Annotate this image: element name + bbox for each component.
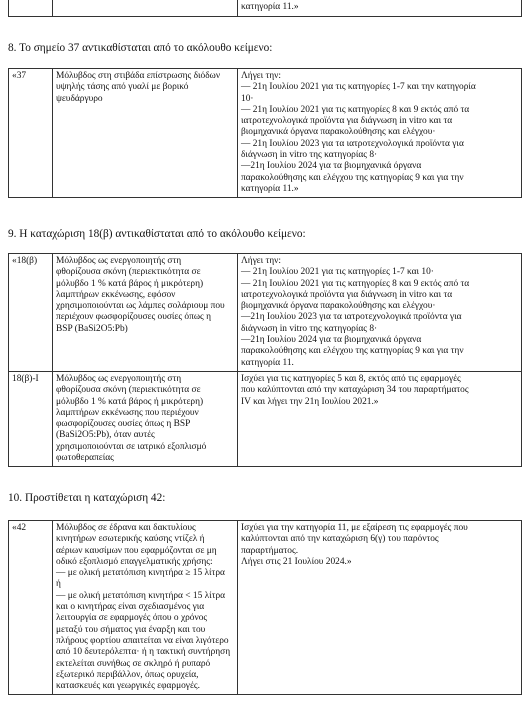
top-fragment-text: κατηγορία 11.» <box>238 0 522 17</box>
entry-number: «18(β) <box>9 254 53 372</box>
text-line: Μόλυβδος ως ενεργοποιητής στη <box>56 373 182 384</box>
top-fragment-table <box>8 0 522 17</box>
text-line: (BaSi2O5:Pb), όταν αυτές <box>56 430 155 441</box>
text-line: BSP (BaSi2O5:Pb) <box>56 323 128 334</box>
text-line: λαμπτήρων εκκένωσης που περιέχουν <box>56 407 199 418</box>
text-line: — 21η Ιουλίου 2021 για τις κατηγορίες 1-7 και την κατηγορία <box>241 82 476 93</box>
text-line: μεταξύ του σήματος για έναρξη και του <box>56 624 206 635</box>
text-line: εκτελείται συνήθως σε σκληρό ή ρυπαρό <box>56 658 211 669</box>
text-line: φωτοθεραπείας <box>56 453 114 464</box>
substance-cell <box>53 371 238 466</box>
text-line: — με ολική μετατόπιση κινητήρα ≥ 15 λίτρα <box>56 568 225 579</box>
text-line: — με ολική μετατόπιση κινητήρα < 15 λίτρα <box>56 590 226 601</box>
text-line: φωσφορίζουσες ουσίες όπως η BSP <box>56 419 191 430</box>
scope-cell <box>238 254 522 372</box>
text-line: παρακολούθησης και ελέγχου της κατηγορίας 9 και για την <box>241 346 464 357</box>
text-line: ιατροτεχνολογικά προϊόντα για διάγνωση in vitro και τα <box>241 289 453 300</box>
text-line: ψευδάργυρο <box>56 93 103 104</box>
text-line: διάγνωση in vitro της κατηγορίας 8· <box>241 323 378 334</box>
text-line: υψηλής τάσης από γυαλί με βορικό <box>56 82 189 93</box>
scope-cell <box>238 69 522 198</box>
text-line: κατηγορία 11.» <box>241 183 299 194</box>
text-line: — 21η Ιουλίου 2021 για τις κατηγορίες 8 και 9 εκτός από τα <box>241 278 470 289</box>
text-line: παρακολούθησης και ελέγχου της κατηγορίας 9 και για την <box>241 172 464 183</box>
text-line: Μόλυβδος σε έδρανα και δακτυλίους <box>56 523 196 533</box>
text-line: καλύπτονται από την καταχώριση 6(γ) του παρόντος <box>241 534 439 545</box>
section-heading-8: 8. Το σημείο 37 αντικαθίσταται από το ακόλουθο κείμενο: <box>8 42 273 54</box>
text-line: παραρτήματος. <box>241 545 299 556</box>
text-line: οδικό εξοπλισμό επαγγελματικής χρήσης: <box>56 556 213 567</box>
table-row <box>9 254 522 372</box>
text-line: κατασκευές και γεωργικές εφαρμογές. <box>56 681 200 692</box>
text-line: — 21η Ιουλίου 2023 για τα ιατροτεχνολογικά προϊόντα για <box>241 138 464 149</box>
scope-cell <box>238 371 522 466</box>
table-row <box>9 69 522 198</box>
table-row <box>9 371 522 466</box>
text-line: 10· <box>241 93 254 104</box>
substance-cell <box>53 69 238 198</box>
text-line: Λήγει την: <box>241 256 281 266</box>
text-line: Μόλυβδος ως ενεργοποιητής στη <box>56 256 182 266</box>
text-line: Λήγει την: <box>241 71 281 81</box>
text-line: Ισχύει για τις κατηγορίες 5 και 8, εκτός από τις εφαρμογές <box>241 373 461 384</box>
text-line: από 10 δευτερόλεπτα· ή η τακτική συντήρηση <box>56 647 231 658</box>
text-line: κινητήρων εσωτερικής καύσης ντίζελ ή <box>56 534 205 545</box>
text-line: που καλύπτονται από την καταχώριση 34 του παραρτήματος <box>241 385 469 396</box>
text-line: βιομηχανικά όργανα παρακολούθησης και ελέγχου· <box>241 301 436 312</box>
text-line: βιομηχανικά όργανα παρακολούθησης και ελέγχου· <box>241 127 436 138</box>
table-entry-42 <box>8 520 522 695</box>
entry-number: «42 <box>9 521 53 695</box>
text-line: κατηγορία 11. <box>241 357 294 368</box>
text-line: — 21η Ιουλίου 2021 για τις κατηγορίες 1-7 και 10· <box>241 267 434 278</box>
text-line: χρησιμοποιούνται σε ιατρικό εξοπλισμό <box>56 441 207 452</box>
table-entry-37 <box>8 68 522 198</box>
text-line: διάγνωση in vitro της κατηγορίας 8· <box>241 150 378 161</box>
text-line: —21η Ιουλίου 2024 για τα βιομηχανικά όργανα <box>241 161 422 172</box>
section-heading-9: 9. Η καταχώριση 18(β) αντικαθίσταται από το ακόλουθο κείμενο: <box>8 228 306 240</box>
text-line: και ο κινητήρας είναι σχεδιασμένος για <box>56 602 205 613</box>
text-line: ή <box>56 579 61 590</box>
text-line: Μόλυβδος στη στιβάδα επίστρωσης διόδων <box>56 71 221 81</box>
text-line: εξωτερικό περιβάλλον, όπως ορυχεία, <box>56 669 199 680</box>
text-line: φθορίζουσα σκόνη (περιεκτικότητα σε <box>56 267 201 278</box>
text-line: περιέχουν φωσφορίζουσες ουσίες όπως η <box>56 312 211 323</box>
table-entry-18b <box>8 253 522 467</box>
text-line: —21η Ιουλίου 2023 για τα ιατροτεχνολογικά προϊόντα για <box>241 312 462 323</box>
text-line: IV και λήγει την 21η Ιουλίου 2021.» <box>241 396 379 407</box>
text-line: φθορίζουσα σκόνη (περιεκτικότητα σε <box>56 385 201 396</box>
text-line: λαμπτήρων εκκένωσης, εφόσον <box>56 289 176 300</box>
entry-number: 18(β)-I <box>9 371 53 466</box>
text-line: χρησιμοποιούνται ως λάμπες σολάριουμ που <box>56 301 225 312</box>
text-line: Ισχύει για την κατηγορία 11, με εξαίρεση τις εφαρμογές που <box>241 523 468 533</box>
scope-cell <box>238 521 522 695</box>
text-line: μόλυβδο 1 % κατά βάρος ή μικρότερη) <box>56 396 204 407</box>
text-line: μόλυβδο 1 % κατά βάρος ή μικρότερη) <box>56 278 204 289</box>
text-line: Λήγει στις 21 Ιουλίου 2024.» <box>241 556 352 567</box>
text-line: αέριων καυσίμων που εφαρμόζονται σε μη <box>56 545 217 556</box>
entry-number: «37 <box>9 69 53 198</box>
table-row <box>9 521 522 695</box>
text-line: — 21η Ιουλίου 2021 για τις κατηγορίες 8 και 9 εκτός από τα <box>241 104 470 115</box>
text-line: ιατροτεχνολογικά προϊόντα για διάγνωση in vitro και τα <box>241 116 453 127</box>
substance-cell <box>53 254 238 372</box>
text-line: —21η Ιουλίου 2024 για τα βιομηχανικά όργανα <box>241 335 422 346</box>
substance-cell <box>53 521 238 695</box>
text-line: πλήρους φορτίου απαιτείται να είναι λιγότερο <box>56 635 229 646</box>
section-heading-10: 10. Προστίθεται η καταχώριση 42: <box>8 492 166 504</box>
text-line: λειτουργία σε εφαρμογές όπου ο χρόνος <box>56 613 208 624</box>
